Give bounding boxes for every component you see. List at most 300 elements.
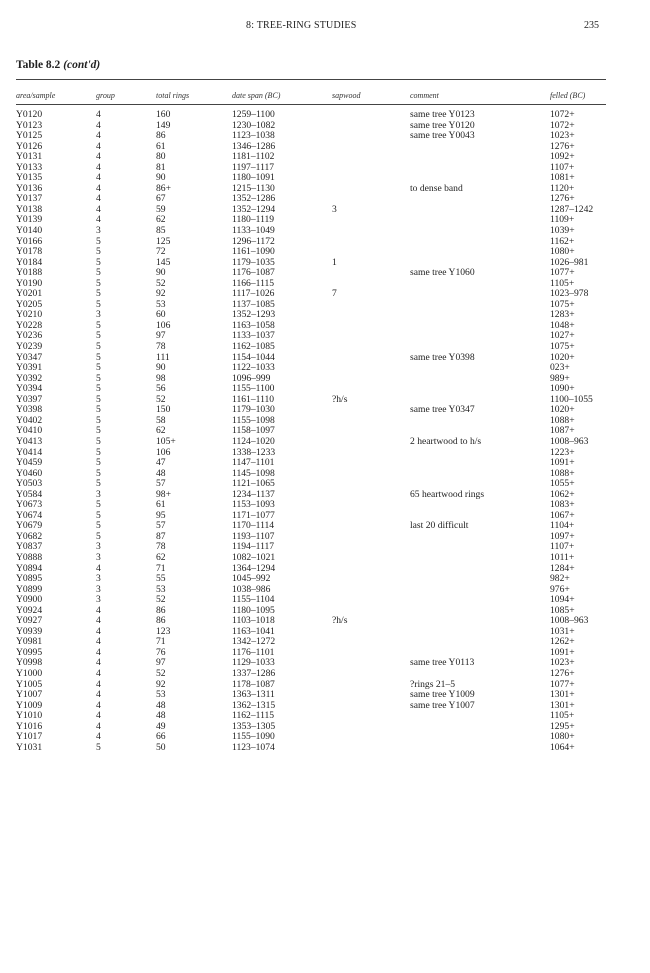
cell-felled: 1088+ — [550, 467, 575, 479]
table-row — [0, 437, 650, 448]
cell-felled: 1062+ — [550, 488, 575, 500]
cell-felled: 1287–1242 — [550, 203, 594, 215]
cell-date-span: 1153–1093 — [232, 499, 275, 511]
cell-total-rings: 62 — [156, 551, 166, 563]
cell-group: 4 — [96, 731, 101, 743]
cell-sample: Y0236 — [16, 330, 43, 342]
cell-group: 3 — [96, 309, 101, 321]
cell-group: 5 — [96, 520, 101, 532]
cell-felled: 1031+ — [550, 625, 575, 637]
cell-felled: 1072+ — [550, 119, 575, 131]
cell-sample: Y0459 — [16, 457, 43, 469]
cell-date-span: 1337–1286 — [232, 667, 276, 679]
cell-felled: 1077+ — [550, 678, 575, 690]
cell-date-span: 1163–1058 — [232, 319, 275, 331]
cell-date-span: 1155–1104 — [232, 594, 275, 606]
cell-total-rings: 97 — [156, 330, 166, 342]
cell-group: 5 — [96, 741, 101, 753]
cell-sample: Y0939 — [16, 625, 43, 637]
cell-felled: 1094+ — [550, 594, 575, 606]
cell-group: 5 — [96, 530, 101, 542]
cell-date-span: 1296–1172 — [232, 235, 275, 247]
cell-total-rings: 81 — [156, 161, 166, 173]
cell-total-rings: 52 — [156, 277, 166, 289]
cell-total-rings: 52 — [156, 667, 166, 679]
cell-group: 4 — [96, 636, 101, 648]
cell-felled: 976+ — [550, 583, 570, 595]
cell-sample: Y0394 — [16, 383, 43, 395]
cell-date-span: 1179–1035 — [232, 256, 275, 268]
cell-total-rings: 72 — [156, 246, 166, 258]
cell-group: 5 — [96, 467, 101, 479]
cell-total-rings: 86 — [156, 130, 166, 142]
cell-comment: same tree Y1007 — [410, 699, 475, 711]
cell-total-rings: 87 — [156, 530, 166, 542]
cell-sample: Y0413 — [16, 435, 43, 447]
cell-group: 5 — [96, 499, 101, 511]
cell-felled: 1048+ — [550, 319, 575, 331]
cell-sample: Y0900 — [16, 594, 43, 606]
cell-date-span: 1154–1044 — [232, 351, 275, 363]
cell-date-span: 1364–1294 — [232, 562, 276, 574]
cell-felled: 1080+ — [550, 246, 575, 258]
cell-group: 4 — [96, 646, 101, 658]
cell-group: 4 — [96, 720, 101, 732]
cell-total-rings: 48 — [156, 699, 166, 711]
cell-felled: 1008–963 — [550, 615, 589, 627]
cell-group: 4 — [96, 140, 101, 152]
cell-sample: Y0679 — [16, 520, 43, 532]
cell-group: 3 — [96, 583, 101, 595]
cell-total-rings: 52 — [156, 594, 166, 606]
cell-group: 5 — [96, 425, 101, 437]
cell-group: 3 — [96, 541, 101, 553]
cell-comment: last 20 difficult — [410, 520, 469, 532]
cell-comment: same tree Y0113 — [410, 657, 475, 669]
cell-date-span: 1171–1077 — [232, 509, 275, 521]
cell-date-span: 1166–1115 — [232, 277, 275, 289]
cell-total-rings: 78 — [156, 541, 166, 553]
col-header-date-span: date span (BC) — [232, 91, 281, 100]
cell-total-rings: 71 — [156, 562, 166, 574]
cell-group: 4 — [96, 161, 101, 173]
cell-group: 5 — [96, 330, 101, 342]
cell-felled: 1072+ — [550, 109, 575, 120]
cell-total-rings: 86 — [156, 615, 166, 627]
cell-group: 4 — [96, 214, 101, 226]
cell-sample: Y0239 — [16, 341, 43, 353]
cell-group: 5 — [96, 404, 101, 416]
running-header — [0, 20, 650, 34]
cell-total-rings: 50 — [156, 741, 166, 753]
cell-sample: Y0503 — [16, 478, 43, 490]
col-header-sapwood: sapwood — [332, 91, 361, 100]
cell-group: 4 — [96, 710, 101, 722]
cell-sample: Y0126 — [16, 140, 43, 152]
cell-date-span: 1121–1065 — [232, 478, 275, 490]
cell-total-rings: 145 — [156, 256, 171, 268]
cell-comment: ?rings 21–5 — [410, 678, 456, 690]
cell-group: 5 — [96, 256, 101, 268]
cell-sapwood: ?h/s — [332, 615, 348, 627]
cell-sample: Y0131 — [16, 151, 43, 163]
cell-sample: Y0927 — [16, 615, 43, 627]
cell-total-rings: 48 — [156, 710, 166, 722]
cell-total-rings: 105+ — [156, 435, 176, 447]
cell-felled: 1283+ — [550, 309, 575, 321]
cell-date-span: 1103–1018 — [232, 615, 275, 627]
cell-sample: Y0347 — [16, 351, 43, 363]
cell-sample: Y0584 — [16, 488, 43, 500]
cell-sample: Y0136 — [16, 182, 43, 194]
cell-sample: Y0392 — [16, 372, 43, 384]
cell-total-rings: 97 — [156, 657, 166, 669]
cell-sample: Y1009 — [16, 699, 43, 711]
cell-total-rings: 92 — [156, 288, 166, 300]
cell-group: 5 — [96, 383, 101, 395]
col-header-felled: felled (BC) — [550, 91, 586, 100]
cell-date-span: 1163–1041 — [232, 625, 275, 637]
cell-group: 4 — [96, 182, 101, 194]
cell-group: 4 — [96, 119, 101, 131]
cell-group: 4 — [96, 193, 101, 205]
cell-felled: 1077+ — [550, 267, 575, 279]
cell-group: 5 — [96, 277, 101, 289]
cell-felled: 1091+ — [550, 646, 575, 658]
cell-total-rings: 53 — [156, 583, 166, 595]
cell-date-span: 1155–1098 — [232, 414, 275, 426]
cell-group: 4 — [96, 130, 101, 142]
cell-felled: 1090+ — [550, 383, 575, 395]
cell-group: 5 — [96, 235, 101, 247]
column-headers — [0, 91, 650, 103]
cell-felled: 1039+ — [550, 225, 575, 237]
cell-group: 5 — [96, 246, 101, 258]
cell-group: 4 — [96, 657, 101, 669]
cell-sapwood: 3 — [332, 203, 337, 215]
cell-total-rings: 49 — [156, 720, 166, 732]
cell-felled: 1162+ — [550, 235, 575, 247]
cell-sample: Y0139 — [16, 214, 43, 226]
cell-comment: same tree Y0347 — [410, 404, 475, 416]
cell-group: 5 — [96, 372, 101, 384]
cell-felled: 1276+ — [550, 140, 575, 152]
cell-sapwood: 1 — [332, 256, 337, 268]
cell-total-rings: 123 — [156, 625, 171, 637]
cell-date-span: 1155–1100 — [232, 383, 275, 395]
cell-felled: 1262+ — [550, 636, 575, 648]
cell-sample: Y0184 — [16, 256, 43, 268]
cell-date-span: 1162–1085 — [232, 341, 275, 353]
cell-sample: Y0210 — [16, 309, 43, 321]
cell-date-span: 1122–1033 — [232, 362, 275, 374]
cell-sample: Y0673 — [16, 499, 43, 511]
cell-group: 5 — [96, 393, 101, 405]
cell-sample: Y0135 — [16, 172, 43, 184]
cell-sample: Y1000 — [16, 667, 43, 679]
cell-sample: Y0924 — [16, 604, 43, 616]
cell-total-rings: 48 — [156, 467, 166, 479]
cell-felled: 1087+ — [550, 425, 575, 437]
cell-group: 4 — [96, 678, 101, 690]
cell-total-rings: 56 — [156, 383, 166, 395]
cell-date-span: 1082–1021 — [232, 551, 276, 563]
cell-sample: Y1016 — [16, 720, 43, 732]
cell-sample: Y0895 — [16, 573, 43, 585]
top-rule — [16, 79, 606, 80]
header-rule — [16, 104, 606, 105]
cell-felled: 1067+ — [550, 509, 575, 521]
cell-felled: 1097+ — [550, 530, 575, 542]
cell-total-rings: 59 — [156, 203, 166, 215]
cell-felled: 1104+ — [550, 520, 575, 532]
table-row — [0, 743, 650, 754]
cell-group: 4 — [96, 203, 101, 215]
cell-felled: 1284+ — [550, 562, 575, 574]
cell-date-span: 1230–1082 — [232, 119, 276, 131]
cell-felled: 989+ — [550, 372, 570, 384]
cell-date-span: 1158–1097 — [232, 425, 275, 437]
cell-date-span: 1180–1119 — [232, 214, 275, 226]
table-row — [0, 110, 650, 121]
col-header-comment: comment — [410, 91, 439, 100]
cell-sample: Y0228 — [16, 319, 43, 331]
cell-date-span: 1123–1038 — [232, 130, 275, 142]
cell-group: 5 — [96, 414, 101, 426]
cell-sample: Y0201 — [16, 288, 43, 300]
col-header-area-sample: area/sample — [16, 91, 56, 100]
cell-total-rings: 92 — [156, 678, 166, 690]
table-continued: (cont'd) — [63, 59, 101, 71]
cell-total-rings: 55 — [156, 573, 166, 585]
cell-group: 5 — [96, 478, 101, 490]
cell-sample: Y0188 — [16, 267, 43, 279]
cell-sample: Y0414 — [16, 446, 43, 458]
cell-sample: Y0391 — [16, 362, 43, 374]
cell-sample: Y0140 — [16, 225, 43, 237]
cell-total-rings: 85 — [156, 225, 166, 237]
cell-comment: same tree Y0123 — [410, 109, 475, 120]
cell-total-rings: 52 — [156, 393, 166, 405]
cell-felled: 1020+ — [550, 351, 575, 363]
cell-total-rings: 90 — [156, 267, 166, 279]
cell-total-rings: 78 — [156, 341, 166, 353]
cell-group: 4 — [96, 151, 101, 163]
cell-date-span: 1045–992 — [232, 573, 271, 585]
cell-group: 5 — [96, 435, 101, 447]
cell-date-span: 1352–1294 — [232, 203, 276, 215]
cell-date-span: 1179–1030 — [232, 404, 275, 416]
cell-sample: Y0120 — [16, 109, 43, 120]
cell-total-rings: 106 — [156, 446, 171, 458]
cell-sapwood: ?h/s — [332, 393, 348, 405]
table-row — [0, 226, 650, 237]
cell-total-rings: 90 — [156, 172, 166, 184]
cell-group: 4 — [96, 625, 101, 637]
cell-sample: Y0674 — [16, 509, 43, 521]
cell-group: 5 — [96, 457, 101, 469]
cell-comment: same tree Y1009 — [410, 689, 475, 701]
cell-date-span: 1180–1091 — [232, 172, 275, 184]
cell-date-span: 1162–1115 — [232, 710, 275, 722]
cell-group: 3 — [96, 594, 101, 606]
cell-total-rings: 53 — [156, 689, 166, 701]
cell-felled: 1107+ — [550, 541, 575, 553]
cell-date-span: 1193–1107 — [232, 530, 275, 542]
cell-date-span: 1133–1037 — [232, 330, 275, 342]
cell-sample: Y0888 — [16, 551, 43, 563]
cell-total-rings: 98 — [156, 372, 166, 384]
cell-date-span: 1176–1101 — [232, 646, 275, 658]
table-row — [0, 458, 650, 469]
cell-felled: 1064+ — [550, 741, 575, 753]
cell-total-rings: 60 — [156, 309, 166, 321]
cell-group: 5 — [96, 319, 101, 331]
cell-total-rings: 62 — [156, 425, 166, 437]
cell-group: 4 — [96, 689, 101, 701]
cell-sample: Y0133 — [16, 161, 43, 173]
cell-sample: Y0190 — [16, 277, 43, 289]
cell-sample: Y1010 — [16, 710, 43, 722]
cell-sample: Y0125 — [16, 130, 43, 142]
cell-total-rings: 80 — [156, 151, 166, 163]
cell-total-rings: 106 — [156, 319, 171, 331]
cell-total-rings: 98+ — [156, 488, 172, 500]
cell-group: 4 — [96, 172, 101, 184]
cell-date-span: 1194–1117 — [232, 541, 275, 553]
cell-comment: to dense band — [410, 182, 463, 194]
cell-group: 3 — [96, 225, 101, 237]
cell-total-rings: 90 — [156, 362, 166, 374]
cell-felled: 1075+ — [550, 298, 575, 310]
table-row — [0, 553, 650, 564]
cell-felled: 1080+ — [550, 731, 575, 743]
cell-total-rings: 66 — [156, 731, 166, 743]
cell-date-span: 1346–1286 — [232, 140, 276, 152]
cell-comment: 65 heartwood rings — [410, 488, 485, 500]
cell-sample: Y0899 — [16, 583, 43, 595]
cell-date-span: 1124–1020 — [232, 435, 275, 447]
cell-felled: 1023–978 — [550, 288, 589, 300]
cell-date-span: 1363–1311 — [232, 689, 275, 701]
cell-date-span: 1234–1137 — [232, 488, 275, 500]
cell-group: 4 — [96, 604, 101, 616]
cell-felled: 1027+ — [550, 330, 575, 342]
cell-felled: 1105+ — [550, 277, 575, 289]
cell-date-span: 1352–1286 — [232, 193, 276, 205]
cell-total-rings: 61 — [156, 499, 166, 511]
table-row — [0, 669, 650, 680]
cell-date-span: 1170–1114 — [232, 520, 275, 532]
cell-date-span: 1197–1117 — [232, 161, 275, 173]
cell-group: 5 — [96, 267, 101, 279]
cell-total-rings: 53 — [156, 298, 166, 310]
table-caption — [16, 59, 100, 71]
cell-total-rings: 95 — [156, 509, 166, 521]
cell-date-span: 1362–1315 — [232, 699, 276, 711]
cell-sample: Y0205 — [16, 298, 43, 310]
cell-felled: 1091+ — [550, 457, 575, 469]
cell-felled: 1081+ — [550, 172, 575, 184]
cell-sample: Y0998 — [16, 657, 43, 669]
cell-felled: 1092+ — [550, 151, 575, 163]
cell-felled: 1023+ — [550, 130, 575, 142]
cell-date-span: 1178–1087 — [232, 678, 275, 690]
cell-total-rings: 149 — [156, 119, 171, 131]
cell-group: 4 — [96, 667, 101, 679]
cell-date-span: 1038–986 — [232, 583, 271, 595]
cell-comment: same tree Y1060 — [410, 267, 475, 279]
cell-felled: 1075+ — [550, 341, 575, 353]
cell-sample: Y0166 — [16, 235, 43, 247]
cell-date-span: 1338–1233 — [232, 446, 276, 458]
cell-group: 3 — [96, 488, 101, 500]
cell-total-rings: 47 — [156, 457, 166, 469]
col-header-group: group — [96, 91, 115, 100]
cell-total-rings: 160 — [156, 109, 171, 120]
cell-group: 5 — [96, 362, 101, 374]
cell-comment: same tree Y0398 — [410, 351, 475, 363]
cell-date-span: 1342–1272 — [232, 636, 276, 648]
cell-sample: Y0682 — [16, 530, 43, 542]
cell-felled: 1109+ — [550, 214, 575, 226]
cell-felled: 023+ — [550, 362, 570, 374]
cell-sample: Y1005 — [16, 678, 43, 690]
cell-sample: Y0138 — [16, 203, 43, 215]
cell-date-span: 1352–1293 — [232, 309, 276, 321]
cell-sample: Y0123 — [16, 119, 43, 131]
cell-felled: 1008–963 — [550, 435, 589, 447]
cell-sample: Y0460 — [16, 467, 43, 479]
cell-group: 5 — [96, 351, 101, 363]
cell-felled: 982+ — [550, 573, 570, 585]
cell-total-rings: 62 — [156, 214, 166, 226]
cell-felled: 1020+ — [550, 404, 575, 416]
cell-total-rings: 111 — [156, 351, 170, 363]
col-header-total-rings: total rings — [156, 91, 190, 100]
cell-date-span: 1181–1102 — [232, 151, 275, 163]
cell-sample: Y1007 — [16, 689, 43, 701]
cell-total-rings: 86 — [156, 604, 166, 616]
cell-sample: Y0981 — [16, 636, 43, 648]
cell-date-span: 1180–1095 — [232, 604, 275, 616]
cell-date-span: 1147–1101 — [232, 457, 275, 469]
cell-sample: Y0397 — [16, 393, 43, 405]
cell-sample: Y0837 — [16, 541, 43, 553]
cell-group: 4 — [96, 109, 101, 120]
cell-felled: 1055+ — [550, 478, 575, 490]
cell-date-span: 1123–1074 — [232, 741, 275, 753]
cell-date-span: 1155–1090 — [232, 731, 275, 743]
cell-felled: 1011+ — [550, 551, 575, 563]
cell-date-span: 1215–1130 — [232, 182, 275, 194]
cell-sample: Y1031 — [16, 741, 43, 753]
cell-group: 5 — [96, 298, 101, 310]
cell-date-span: 1161–1090 — [232, 246, 275, 258]
cell-group: 3 — [96, 573, 101, 585]
cell-sample: Y0410 — [16, 425, 43, 437]
cell-group: 4 — [96, 562, 101, 574]
cell-sample: Y0894 — [16, 562, 43, 574]
cell-felled: 1026–981 — [550, 256, 589, 268]
cell-total-rings: 150 — [156, 404, 171, 416]
cell-group: 3 — [96, 551, 101, 563]
cell-total-rings: 57 — [156, 520, 166, 532]
cell-comment: 2 heartwood to h/s — [410, 435, 482, 447]
cell-total-rings: 125 — [156, 235, 171, 247]
cell-felled: 1276+ — [550, 667, 575, 679]
table-row — [0, 342, 650, 353]
